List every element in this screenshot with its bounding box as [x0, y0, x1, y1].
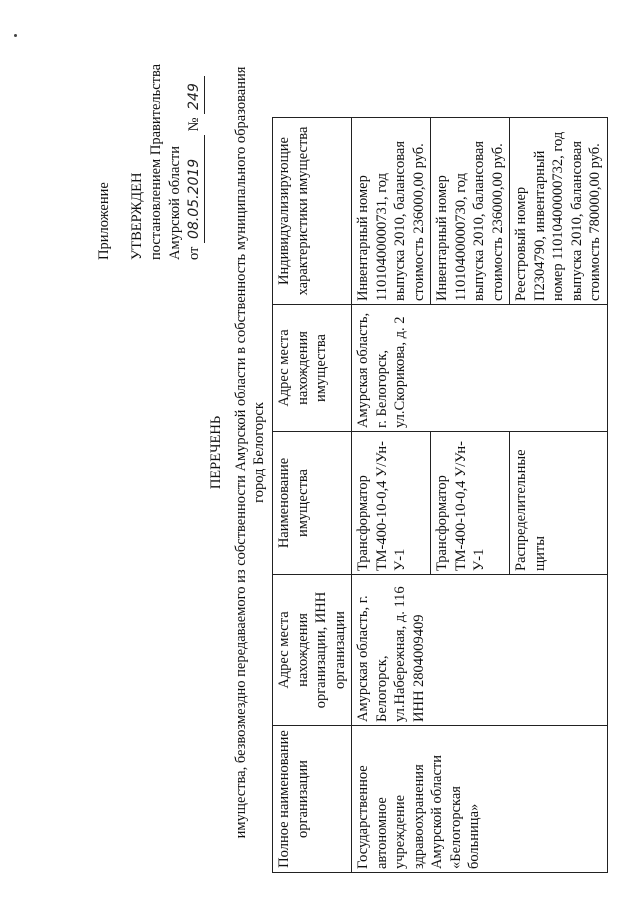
header-org-address: Адрес места нахождения организации, ИНН организации: [273, 575, 352, 726]
header-org-name: Полное наименование организации: [273, 726, 352, 873]
cell-item-details: Реестровый номер П2304790, инвентарный номер 11010400000732, год выпуска 2010, балансовая стоимость 780000,00 руб.: [510, 118, 608, 305]
handwritten-date: 08.05.2019: [185, 135, 205, 243]
handwritten-number: 249: [185, 76, 205, 114]
cell-org-address: Амурская область, г. Белогорск, ул.Набережная, д. 116 ИНН 2804009409: [352, 575, 608, 726]
number-label: №: [186, 117, 202, 132]
cell-item-name: Распределительные щиты: [510, 432, 608, 575]
approval-date-line: [185, 64, 205, 260]
document-subtitle-1: имущества, безвозмездно передаваемого из собственности Амурской области в собственность муниципального образования: [233, 66, 249, 839]
table-row: [352, 118, 431, 873]
cell-property-address: Амурская область, г. Белогорск, ул.Скорикова, д. 2: [352, 305, 608, 432]
header-property-address: Адрес места нахождения имущества: [273, 305, 352, 432]
cell-item-name: Трансформатор ТМ-400-10-0,4 У/Ун-У-1: [352, 432, 431, 575]
cell-item-details: Инвентарный номер 11010400000731, год выпуска 2010, балансовая стоимость 236000,00 руб.: [352, 118, 431, 305]
table-header-row: [273, 118, 352, 873]
approval-line-2: Амурской области: [167, 146, 183, 260]
document-subtitle-2: город Белогорск: [251, 402, 267, 503]
cell-item-details: Инвентарный номер 11010400000730, год выпуска 2010, балансовая стоимость 236000,00 руб.: [431, 118, 510, 305]
from-label: от: [186, 246, 202, 260]
approval-line-1: постановлением Правительства: [148, 63, 164, 260]
cell-item-name: Трансформатор ТМ-400-10-0,4 У/Ун-У-1: [431, 432, 510, 575]
header-property-name: Наименование имущества: [273, 432, 352, 575]
approval-block: [95, 64, 205, 260]
approved-label: УТВЕРЖДЕН: [129, 172, 145, 260]
appendix-label: Приложение: [96, 182, 112, 260]
property-table: [272, 117, 608, 873]
document-title: ПЕРЕЧЕНЬ: [208, 415, 224, 490]
cell-organization: Государственное автономное учреждение здравоохранения Амурской области «Белогорская больница»: [352, 726, 608, 873]
header-property-details: Индивидуализирующие характеристики имущества: [273, 118, 352, 305]
